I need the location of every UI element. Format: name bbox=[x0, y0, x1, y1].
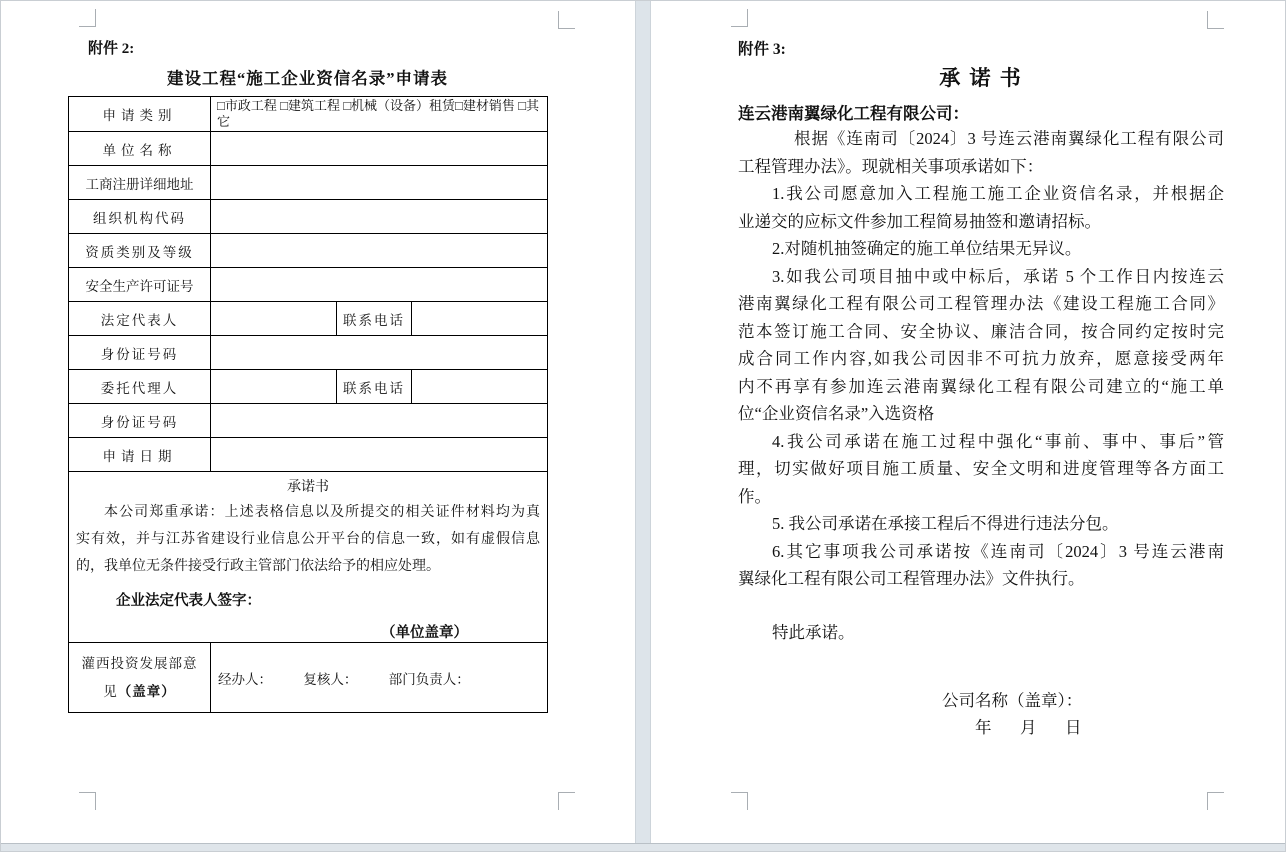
body-line: 位“企业资信名录”入选资格 bbox=[738, 404, 935, 423]
label-application-category: 申请类别 bbox=[69, 97, 211, 132]
commitment-line: 实有效，并与江苏省建设行业信息公开平台的信息一致，如有虚假信息 bbox=[76, 532, 541, 547]
commitment-letter-body bbox=[738, 125, 1224, 646]
unit-seal-label: （单位盖章） bbox=[381, 625, 469, 641]
commitment-line: 本公司郑重承诺：上述表格信息以及所提交的相关证件材料均为真 bbox=[104, 505, 541, 520]
margin-crop-mark bbox=[79, 792, 96, 810]
cell-organization-code-value[interactable] bbox=[211, 200, 548, 234]
body-line: 2.对随机抽签确定的施工单位结果无异议。 bbox=[772, 239, 1082, 258]
commitment-line: 的，我单位无条件接受行政主管部门依法给予的相应处理。 bbox=[76, 559, 440, 574]
application-form-table bbox=[68, 96, 548, 713]
cell-application-category-options[interactable]: □市政工程 □建筑工程 □机械（设备）租赁□建材销售 □其它 bbox=[211, 97, 548, 132]
label-qualification-grade: 资质类别及等级 bbox=[69, 234, 211, 268]
body-line: 作。 bbox=[738, 486, 771, 506]
attachment-3-label: 附件 3: bbox=[738, 41, 786, 58]
body-line: 4.我公司承诺在施工过程中强化“事前、事中、事后”管 bbox=[772, 431, 1224, 451]
handler-label: 经办人： bbox=[218, 671, 272, 687]
cell-unit-name-value[interactable] bbox=[211, 132, 548, 166]
approval-department-label bbox=[69, 643, 211, 713]
legal-representative-signature-label: 企业法定代表人签字： bbox=[116, 593, 261, 609]
label-authorized-agent: 委托代理人 bbox=[69, 370, 211, 404]
approval-label-line1: 灌西投资发展部意 bbox=[81, 655, 198, 671]
body-line: 6.其它事项我公司承诺按《连南司〔2024〕3 号连云港南 bbox=[772, 541, 1224, 561]
label-organization-code: 组织机构代码 bbox=[69, 200, 211, 234]
cell-application-date-value[interactable] bbox=[211, 438, 548, 472]
cell-authorized-agent-value[interactable] bbox=[211, 370, 337, 404]
approval-label-line2: 见（盖章） bbox=[103, 683, 176, 699]
body-line: 根据《连南司〔2024〕3 号连云港南翼绿化工程有限公司 bbox=[794, 129, 1224, 148]
department-head-label: 部门负责人： bbox=[388, 671, 470, 687]
margin-crop-mark bbox=[79, 9, 96, 27]
body-line: 内不再享有参加连云港南翼绿化工程有限公司建立的“施工单 bbox=[738, 376, 1224, 396]
label-contact-phone-2: 联系电话 bbox=[337, 370, 412, 404]
label-id-number-2: 身份证号码 bbox=[69, 404, 211, 438]
body-line: 3.如我公司项目抽中或中标后，承诺 5 个工作日内按连云 bbox=[772, 266, 1224, 286]
body-line: 港南翼绿化工程有限公司工程管理办法《建设工程施工合同》 bbox=[738, 294, 1224, 313]
margin-crop-mark bbox=[1207, 792, 1224, 810]
label-safety-license-no: 安全生产许可证号 bbox=[69, 268, 211, 302]
closing-line: 特此承诺。 bbox=[772, 622, 855, 642]
attachment-2-label: 附件 2: bbox=[88, 41, 135, 57]
approval-signatures-cell[interactable] bbox=[211, 643, 548, 713]
cell-id-number-1-value[interactable] bbox=[211, 336, 548, 370]
date-line: 年 月 日 bbox=[975, 718, 1088, 737]
margin-crop-mark bbox=[558, 792, 575, 810]
canvas-bottom-strip bbox=[1, 843, 1286, 851]
page-attachment-2[interactable] bbox=[1, 1, 635, 845]
body-line: 1.我公司愿意加入工程施工施工企业资信名录，并根据企 bbox=[772, 184, 1224, 203]
margin-crop-mark bbox=[558, 11, 575, 29]
page-gap bbox=[635, 1, 651, 845]
body-line: 工程管理办法》。现就相关事项承诺如下： bbox=[738, 156, 1044, 176]
body-line: 理，切实做好项目施工质量、安全文明和进度管理等各方面工 bbox=[738, 459, 1224, 478]
label-application-date: 申请日期 bbox=[69, 438, 211, 472]
reviewer-label: 复核人： bbox=[303, 671, 358, 687]
cell-legal-representative-value[interactable] bbox=[211, 302, 337, 336]
cell-qualification-grade-value[interactable] bbox=[211, 234, 548, 268]
body-line: 成合同工作内容,如我公司因非不可抗力放弃，愿意接受两年 bbox=[738, 349, 1224, 368]
company-seal-line: 公司名称（盖章）： bbox=[942, 691, 1083, 710]
label-unit-name: 单位名称 bbox=[69, 132, 211, 166]
commitment-cell bbox=[69, 472, 548, 643]
body-line: 业递交的应标文件参加工程简易抽签和邀请招标。 bbox=[738, 211, 1101, 231]
label-id-number-1: 身份证号码 bbox=[69, 336, 211, 370]
body-line: 5. 我公司承诺在承接工程后不得进行违法分包。 bbox=[772, 514, 1119, 533]
cell-contact-phone-2-value[interactable] bbox=[412, 370, 548, 404]
cell-registered-address-value[interactable] bbox=[211, 166, 548, 200]
commitment-title: 承诺书 bbox=[287, 480, 329, 495]
cell-id-number-2-value[interactable] bbox=[211, 404, 548, 438]
body-line: 范本签订施工合同、安全协议、廉洁合同，按合同约定按时完 bbox=[738, 321, 1224, 341]
recipient-company-line: 连云港南翼绿化工程有限公司： bbox=[738, 104, 969, 123]
form-title: 建设工程“施工企业资信名录”申请表 bbox=[167, 69, 448, 88]
page-attachment-3[interactable] bbox=[651, 1, 1286, 845]
margin-crop-mark bbox=[731, 792, 748, 810]
label-contact-phone-1: 联系电话 bbox=[337, 302, 412, 336]
cell-contact-phone-1-value[interactable] bbox=[412, 302, 548, 336]
label-legal-representative: 法定代表人 bbox=[69, 302, 211, 336]
body-line: 翼绿化工程有限公司工程管理办法》文件执行。 bbox=[738, 569, 1085, 588]
margin-crop-mark bbox=[1207, 11, 1224, 29]
label-registered-address: 工商注册详细地址 bbox=[69, 166, 211, 200]
commitment-letter-title: 承 诺 书 bbox=[939, 66, 1023, 90]
seal-bold-text: （盖章） bbox=[117, 683, 176, 699]
cell-safety-license-no-value[interactable] bbox=[211, 268, 548, 302]
margin-crop-mark bbox=[731, 9, 748, 27]
